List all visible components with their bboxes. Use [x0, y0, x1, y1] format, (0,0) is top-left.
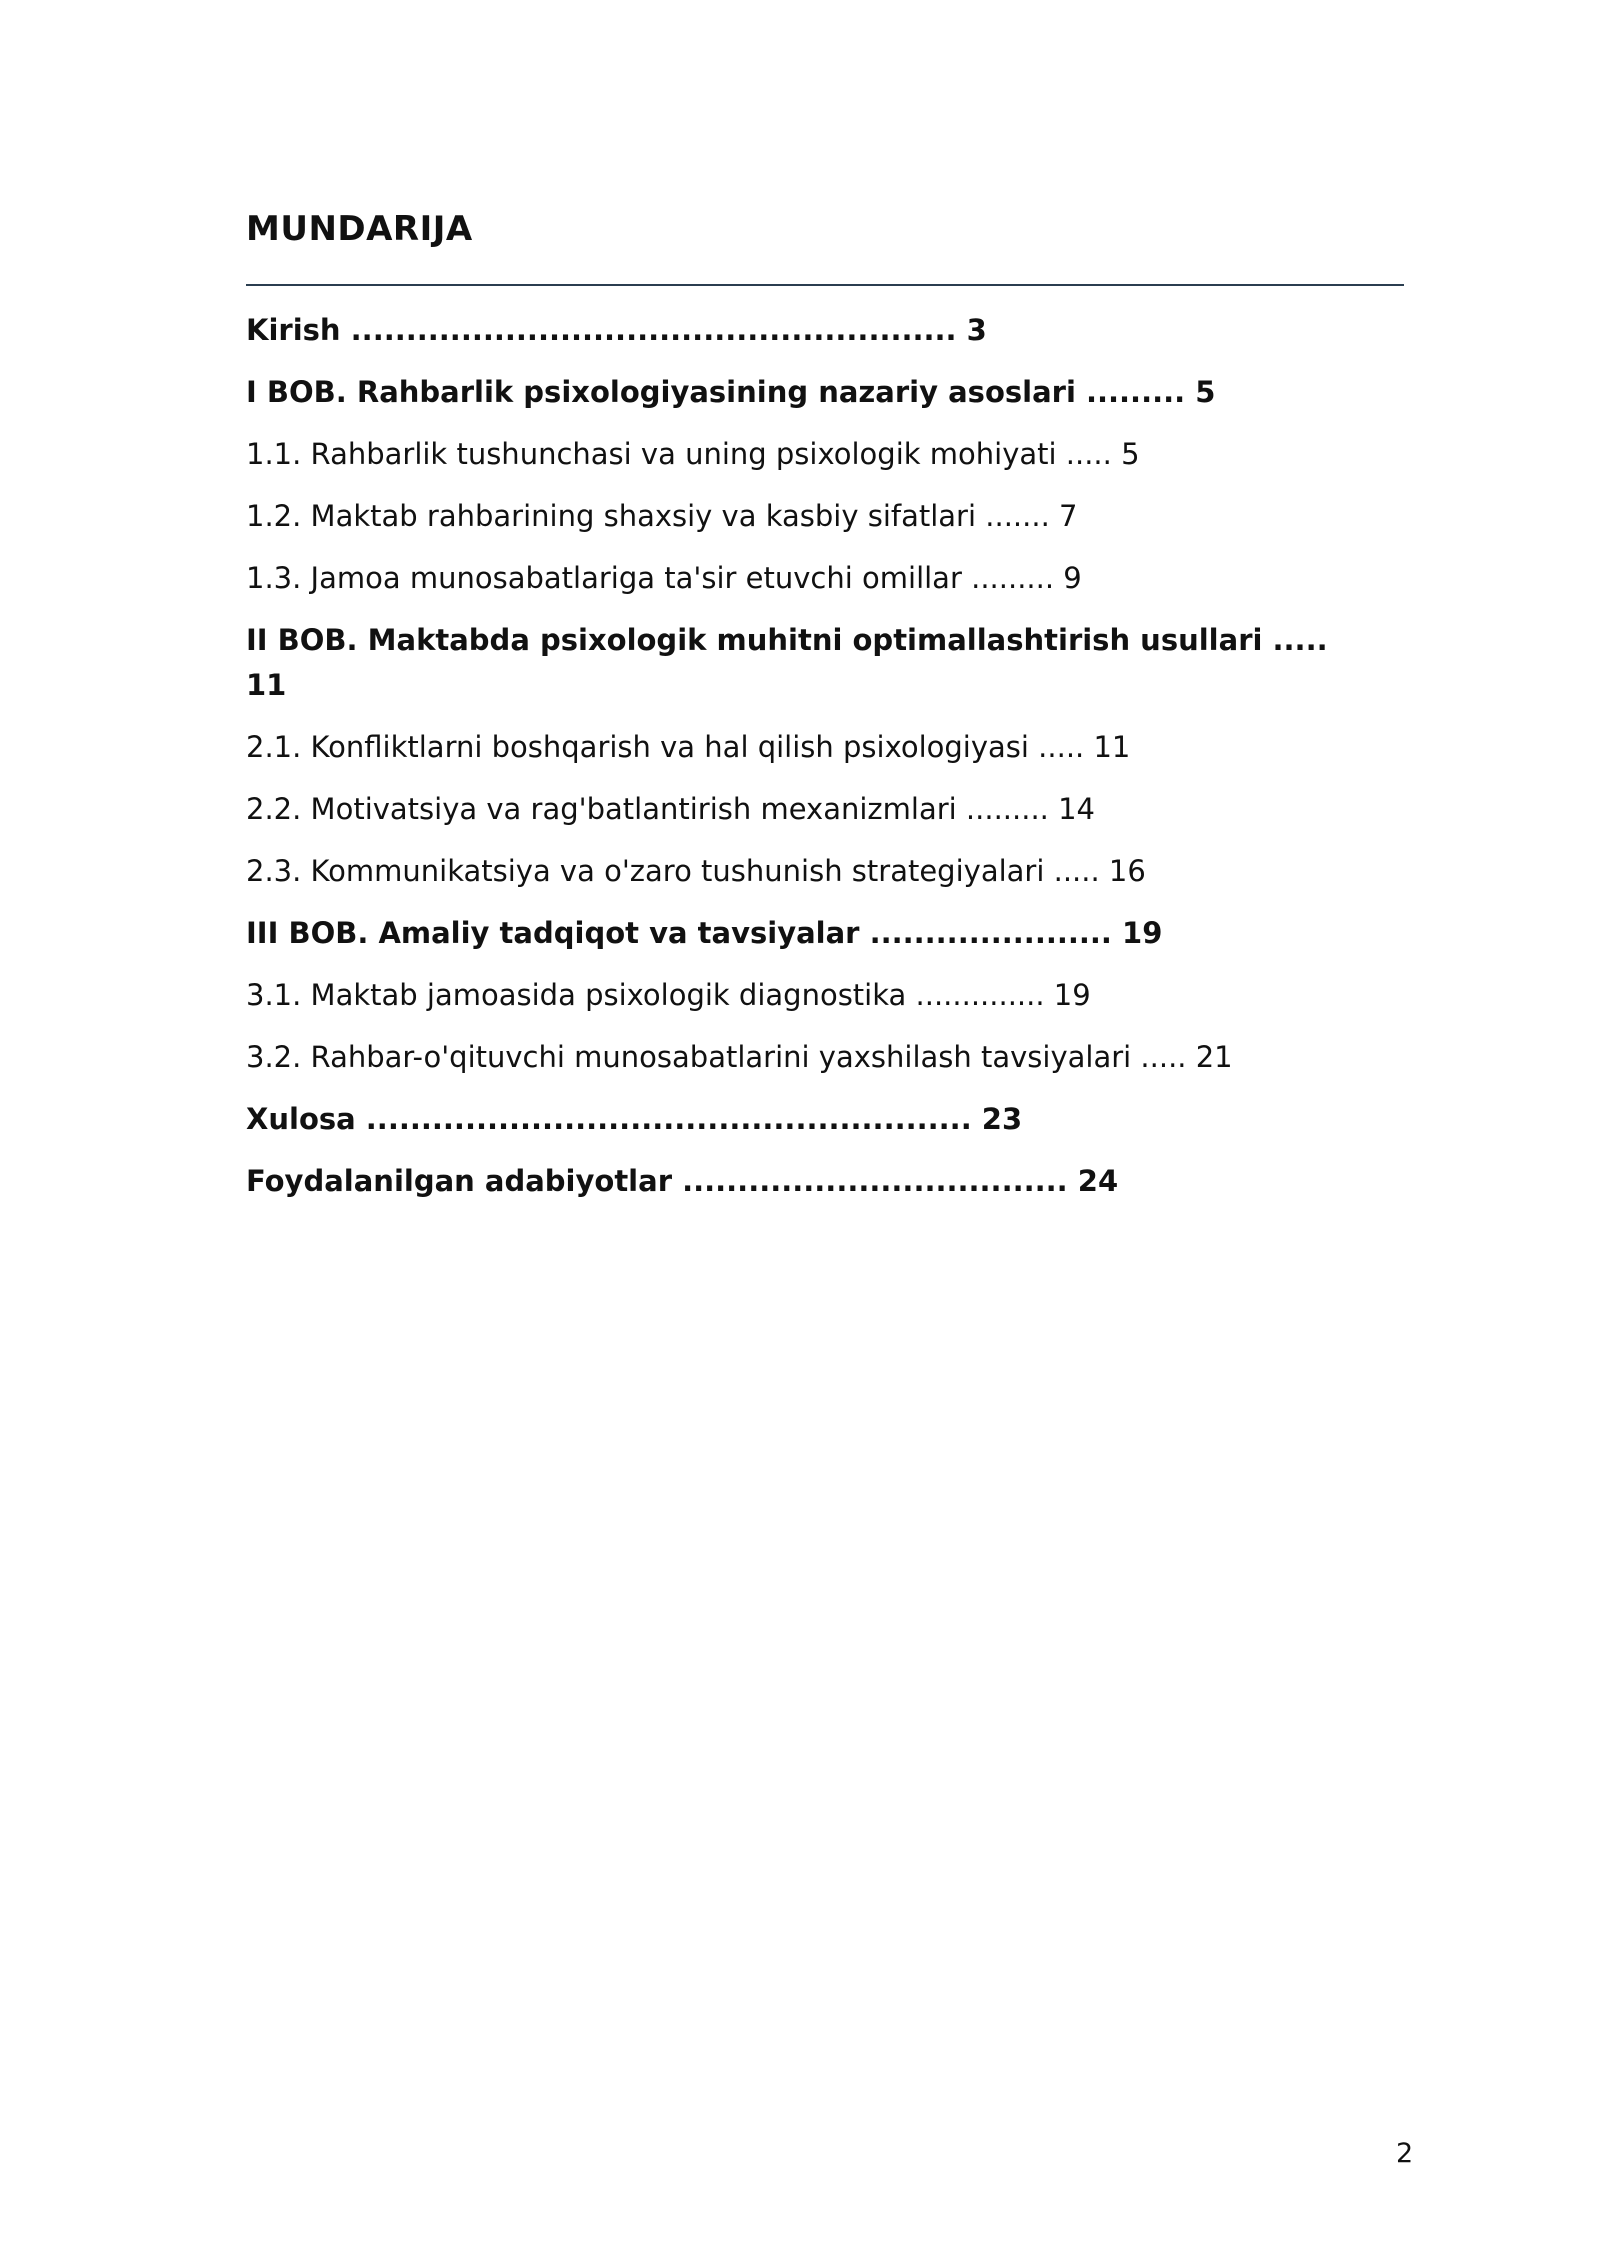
heading-divider: [246, 284, 1404, 286]
toc-heading: MUNDARIJA: [246, 209, 473, 249]
toc-entry-2-3[interactable]: 2.3. Kommunikatsiya va o'zaro tushunish strategiyalari ..... 16: [246, 854, 1146, 888]
toc-entry-1-1[interactable]: 1.1. Rahbarlik tushunchasi va uning psixologik mohiyati ..... 5: [246, 437, 1140, 471]
toc-entry-2-2[interactable]: 2.2. Motivatsiya va rag'batlantirish mexanizmlari ......... 14: [246, 792, 1096, 826]
toc-entry-3-2[interactable]: 3.2. Rahbar-o'qituvchi munosabatlarini yaxshilash tavsiyalari ..... 21: [246, 1040, 1233, 1074]
toc-entry-chapter-1[interactable]: I BOB. Rahbarlik psixologiyasining nazariy asoslari ......... 5: [246, 375, 1216, 409]
toc-entry-xulosa[interactable]: Xulosa ....................................................... 23: [246, 1102, 1023, 1136]
toc-entry-2-1[interactable]: 2.1. Konfliktlarni boshqarish va hal qilish psixologiyasi ..... 11: [246, 730, 1131, 764]
toc-entry-3-1[interactable]: 3.1. Maktab jamoasida psixologik diagnostika .............. 19: [246, 978, 1091, 1012]
toc-entry-chapter-2[interactable]: II BOB. Maktabda psixologik muhitni optimallashtirish usullari ..... 11: [246, 623, 1328, 702]
toc-entry-chapter-3[interactable]: III BOB. Amaliy tadqiqot va tavsiyalar ...................... 19: [246, 916, 1163, 950]
toc-entry-adabiyotlar[interactable]: Foydalanilgan adabiyotlar ................................... 24: [246, 1164, 1119, 1198]
table-of-contents: [246, 308, 1376, 1221]
toc-entry-kirish[interactable]: Kirish ....................................................... 3: [246, 313, 987, 347]
toc-entry-1-3[interactable]: 1.3. Jamoa munosabatlariga ta'sir etuvchi omillar ......... 9: [246, 561, 1082, 595]
page-number: 2: [1396, 2138, 1414, 2169]
toc-entry-1-2[interactable]: 1.2. Maktab rahbarining shaxsiy va kasbiy sifatlari ....... 7: [246, 499, 1078, 533]
